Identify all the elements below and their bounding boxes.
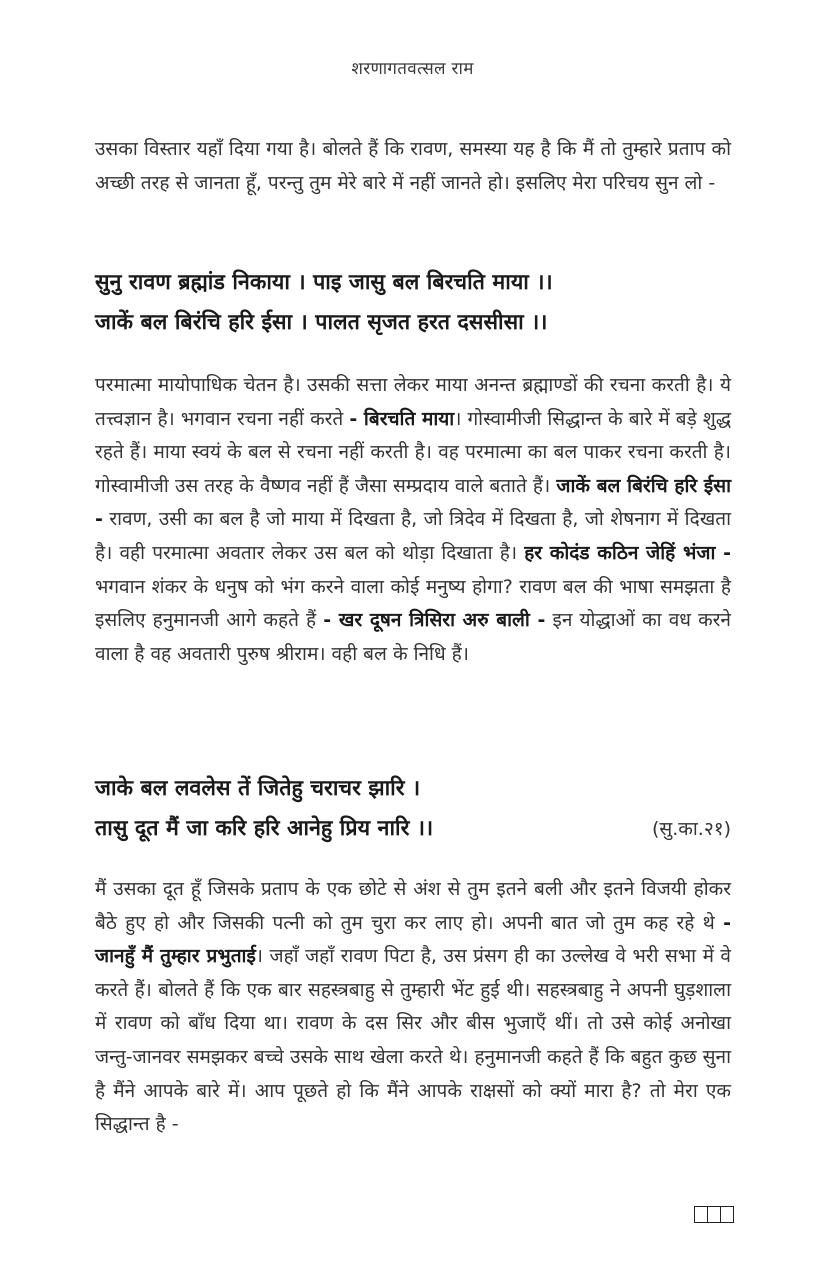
paragraph-intro: उसका विस्तार यहाँ दिया गया है। बोलते हैं कि रावण, समस्या यह है कि मैं तो तुम्हारे प्रताप को अच्छी तरह से जानता हूँ, परन्तु तुम मेरे बारे में नहीं जानते हो। इसलिए मेरा परिचय सुन लो - — [95, 138, 731, 194]
text-run: । जहाँ जहाँ रावण पिटा है, उस प्रंसग ही का उल्लेख वे भरी सभा में वे करते हैं। बोलते हैं कि एक बार सहस्त्रबाहु से तुम्हारी भेंट हुई थी। सहस्त्रबाहु ने अपनी घुड़शाला में रावण को बाँध दिया था। रावण के दस सिर और बीस भुजाएँ थीं। तो उसे कोई अनोखा जन्तु-जानवर समझकर बच्चे उसके साथ खेला करते थे। हनुमानजी कहते हैं कि बहुत कुछ सुना है मैंने आपके बारे में। आप पूछते हो कि मैंने आपके राक्षसों को क्यों मारा है? तो मेरा एक सिद्धान्त है - — [95, 945, 731, 1136]
verse-line: तासु दूत मैं जा करि हरि आनेहु प्रिय नारि ।। — [95, 816, 434, 841]
emphasis-quote: - खर दूषन त्रिसिरा अरु बाली - — [323, 609, 546, 632]
running-head: शरणागतवत्सल राम — [351, 59, 474, 79]
placeholder-box — [708, 1207, 721, 1222]
emphasis-quote: - जानहुँ मैं तुम्हार प्रभुताई — [95, 911, 731, 968]
verse-chaupai — [95, 263, 731, 343]
emphasis-quote: जाकें बल बिरंचि हरि ईसा - — [95, 474, 731, 531]
placeholder-box — [695, 1207, 708, 1222]
emphasis-quote: हर कोदंड कठिन जेहिं भंजा - — [524, 541, 731, 564]
text-run: इन योद्धाओं का वध करने वाला है वह अवतारी पुरुष श्रीराम। वही बल के निधि हैं। — [95, 609, 731, 665]
text-run: रावण, उसी का बल है जो माया में दिखता है, जो त्रिदेव में दिखता है, जो शेषनाग में दिखता है। वही परमात्मा अवतार लेकर उस बल को थोड़ा दिखाता है। — [95, 508, 731, 564]
verse-line: जाकें बल बिरंचि हरि ईसा । पालत सृजत हरत दससीसा ।। — [95, 310, 548, 335]
verse-doha — [95, 769, 731, 849]
verse-line: जाके बल लवलेस तें जितेहु चराचर झारि । — [95, 776, 421, 801]
verse-line: सुनु रावण ब्रह्मांड निकाया । पाइ जासु बल बिरचति माया ।। — [95, 270, 553, 295]
text-run: भगवान शंकर के धनुष को भंग करने वाला कोई मनुष्य होगा? रावण बल की भाषा समझता है इसलिए हनुमानजी आगे कहते हैं — [95, 575, 731, 632]
emphasis-quote: - बिरचति माया — [349, 407, 455, 430]
text-run: । गोस्वामीजी सिद्धान्त के बारे में बड़े शुद्ध रहते हैं। माया स्वयं के बल से रचना नहीं करती है। वह परमात्मा का बल पाकर रचना करती है। गोस्वामीजी उस तरह के वैष्णव नहीं हैं जैसा सम्प्रदाय वाले बताते हैं। — [95, 407, 732, 497]
verse-reference: (सु.का.२१) — [651, 818, 731, 840]
text-run: मैं उसका दूत हूँ जिसके प्रताप के एक छोटे से अंश से तुम इतने बली और इतने विजयी होकर बैठे हुए हो और जिसकी पत्नी को तुम चुरा कर लाए हो। अपनी बात जो तुम कह रहे थे — [95, 878, 731, 934]
page-number-placeholder-icon — [694, 1206, 734, 1223]
paragraph-hanuman — [95, 873, 731, 1142]
paragraph-commentary — [95, 369, 731, 671]
placeholder-box — [721, 1207, 733, 1222]
text-run: परमात्मा मायोपाधिक चेतन है। उसकी सत्ता लेकर माया अनन्त ब्रह्माण्डों की रचना करती है। ये तत्त्वज्ञान है। भगवान रचना नहीं करते — [95, 374, 731, 430]
